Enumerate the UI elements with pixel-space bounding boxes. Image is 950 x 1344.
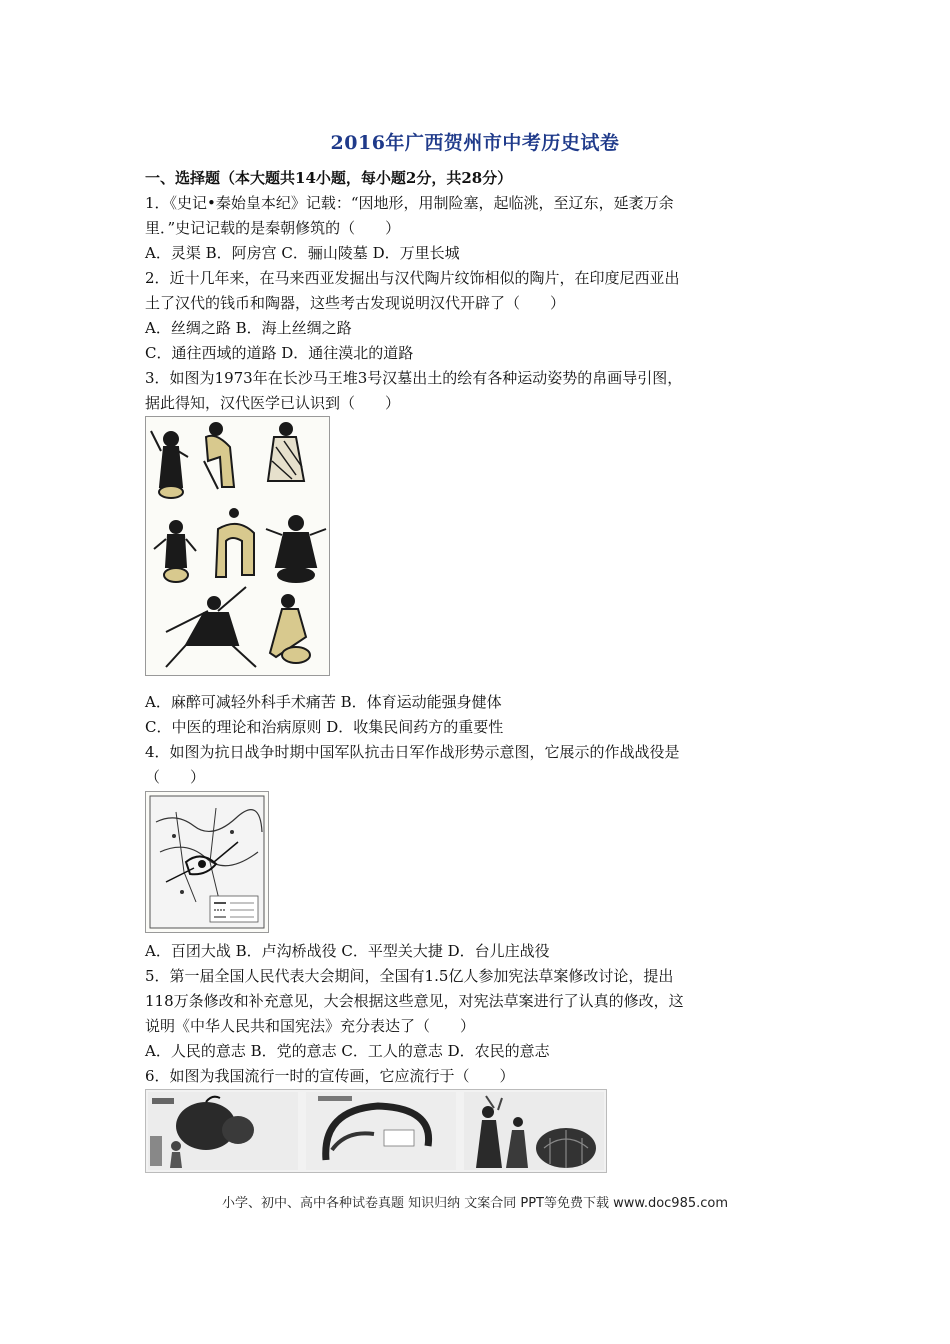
question-3-stem-line-2: 据此得知，汉代医学已认识到（ ） xyxy=(145,394,401,412)
question-6-stem: 6．如图为我国流行一时的宣传画，它应流行于（ ） xyxy=(145,1067,515,1085)
question-5-stem-line-1: 5．第一届全国人民代表大会期间，全国有1.5亿人参加宪法草案修改讨论，提出 xyxy=(145,967,674,985)
exam-title: 2016年广西贺州市中考历史试卷 xyxy=(330,132,620,154)
question-1-stem-line-1: 1．《史记•秦始皇本纪》记载：“因地形，用制险塞，起临洮，至辽东，延袤万余 xyxy=(145,194,674,212)
question-2-options-line-2: C．通往西域的道路 D．通往漠北的道路 xyxy=(145,344,414,362)
question-3-options-line-2: C．中医的理论和治病原则 D．收集民间药方的重要性 xyxy=(145,718,504,736)
question-2-stem-line-2: 土了汉代的钱币和陶器，这些考古发现说明汉代开辟了（ ） xyxy=(145,294,566,312)
daoyin-figures-illustration xyxy=(146,417,329,675)
question-1-stem-line-2: 里．”史记记载的是秦朝修筑的（ ） xyxy=(145,219,401,237)
question-2-stem-line-1: 2．近十几年来，在马来西亚发掘出与汉代陶片纹饰相似的陶片，在印度尼西亚出 xyxy=(145,269,680,287)
question-3-options-line-1: A．麻醉可减轻外科手术痛苦 B．体育运动能强身健体 xyxy=(145,693,502,711)
question-3-stem-line-1: 3．如图为1973年在长沙马王堆3号汉墓出土的绘有各种运动姿势的帛画导引图， xyxy=(145,369,683,387)
page-footer: 小学、初中、高中各种试卷真题 知识归纳 文案合同 PPT等免费下载 www.doc985.com xyxy=(221,1196,729,1211)
section-header: 一、选择题（本大题共14小题，每小题2分，共28分） xyxy=(145,169,513,187)
question-5-stem-line-2: 118万条修改和补充意见，大会根据这些意见，对宪法草案进行了认真的修改，这 xyxy=(145,992,684,1010)
battle-situation-map-figure xyxy=(145,791,269,933)
question-4-stem-line-1: 4．如图为抗日战争时期中国军队抗击日军作战形势示意图，它展示的作战战役是 xyxy=(145,743,680,761)
daoyin-silk-painting-figure xyxy=(145,416,330,676)
question-4-options: A．百团大战 B．卢沟桥战役 C．平型关大捷 D．台儿庄战役 xyxy=(145,942,550,960)
question-5-options: A．人民的意志 B．党的意志 C．工人的意志 D．农民的意志 xyxy=(145,1042,550,1060)
question-2-options-line-1: A．丝绸之路 B．海上丝绸之路 xyxy=(145,319,352,337)
propaganda-posters-illustration xyxy=(146,1090,606,1172)
battle-map-illustration xyxy=(146,792,268,932)
question-5-stem-line-3: 说明《中华人民共和国宪法》充分表达了（ ） xyxy=(145,1017,476,1035)
question-4-stem-line-2: （ ） xyxy=(145,768,206,786)
question-1-options: A．灵渠 B．阿房宫 C．骊山陵墓 D．万里长城 xyxy=(145,244,460,262)
propaganda-posters-figure xyxy=(145,1089,607,1173)
